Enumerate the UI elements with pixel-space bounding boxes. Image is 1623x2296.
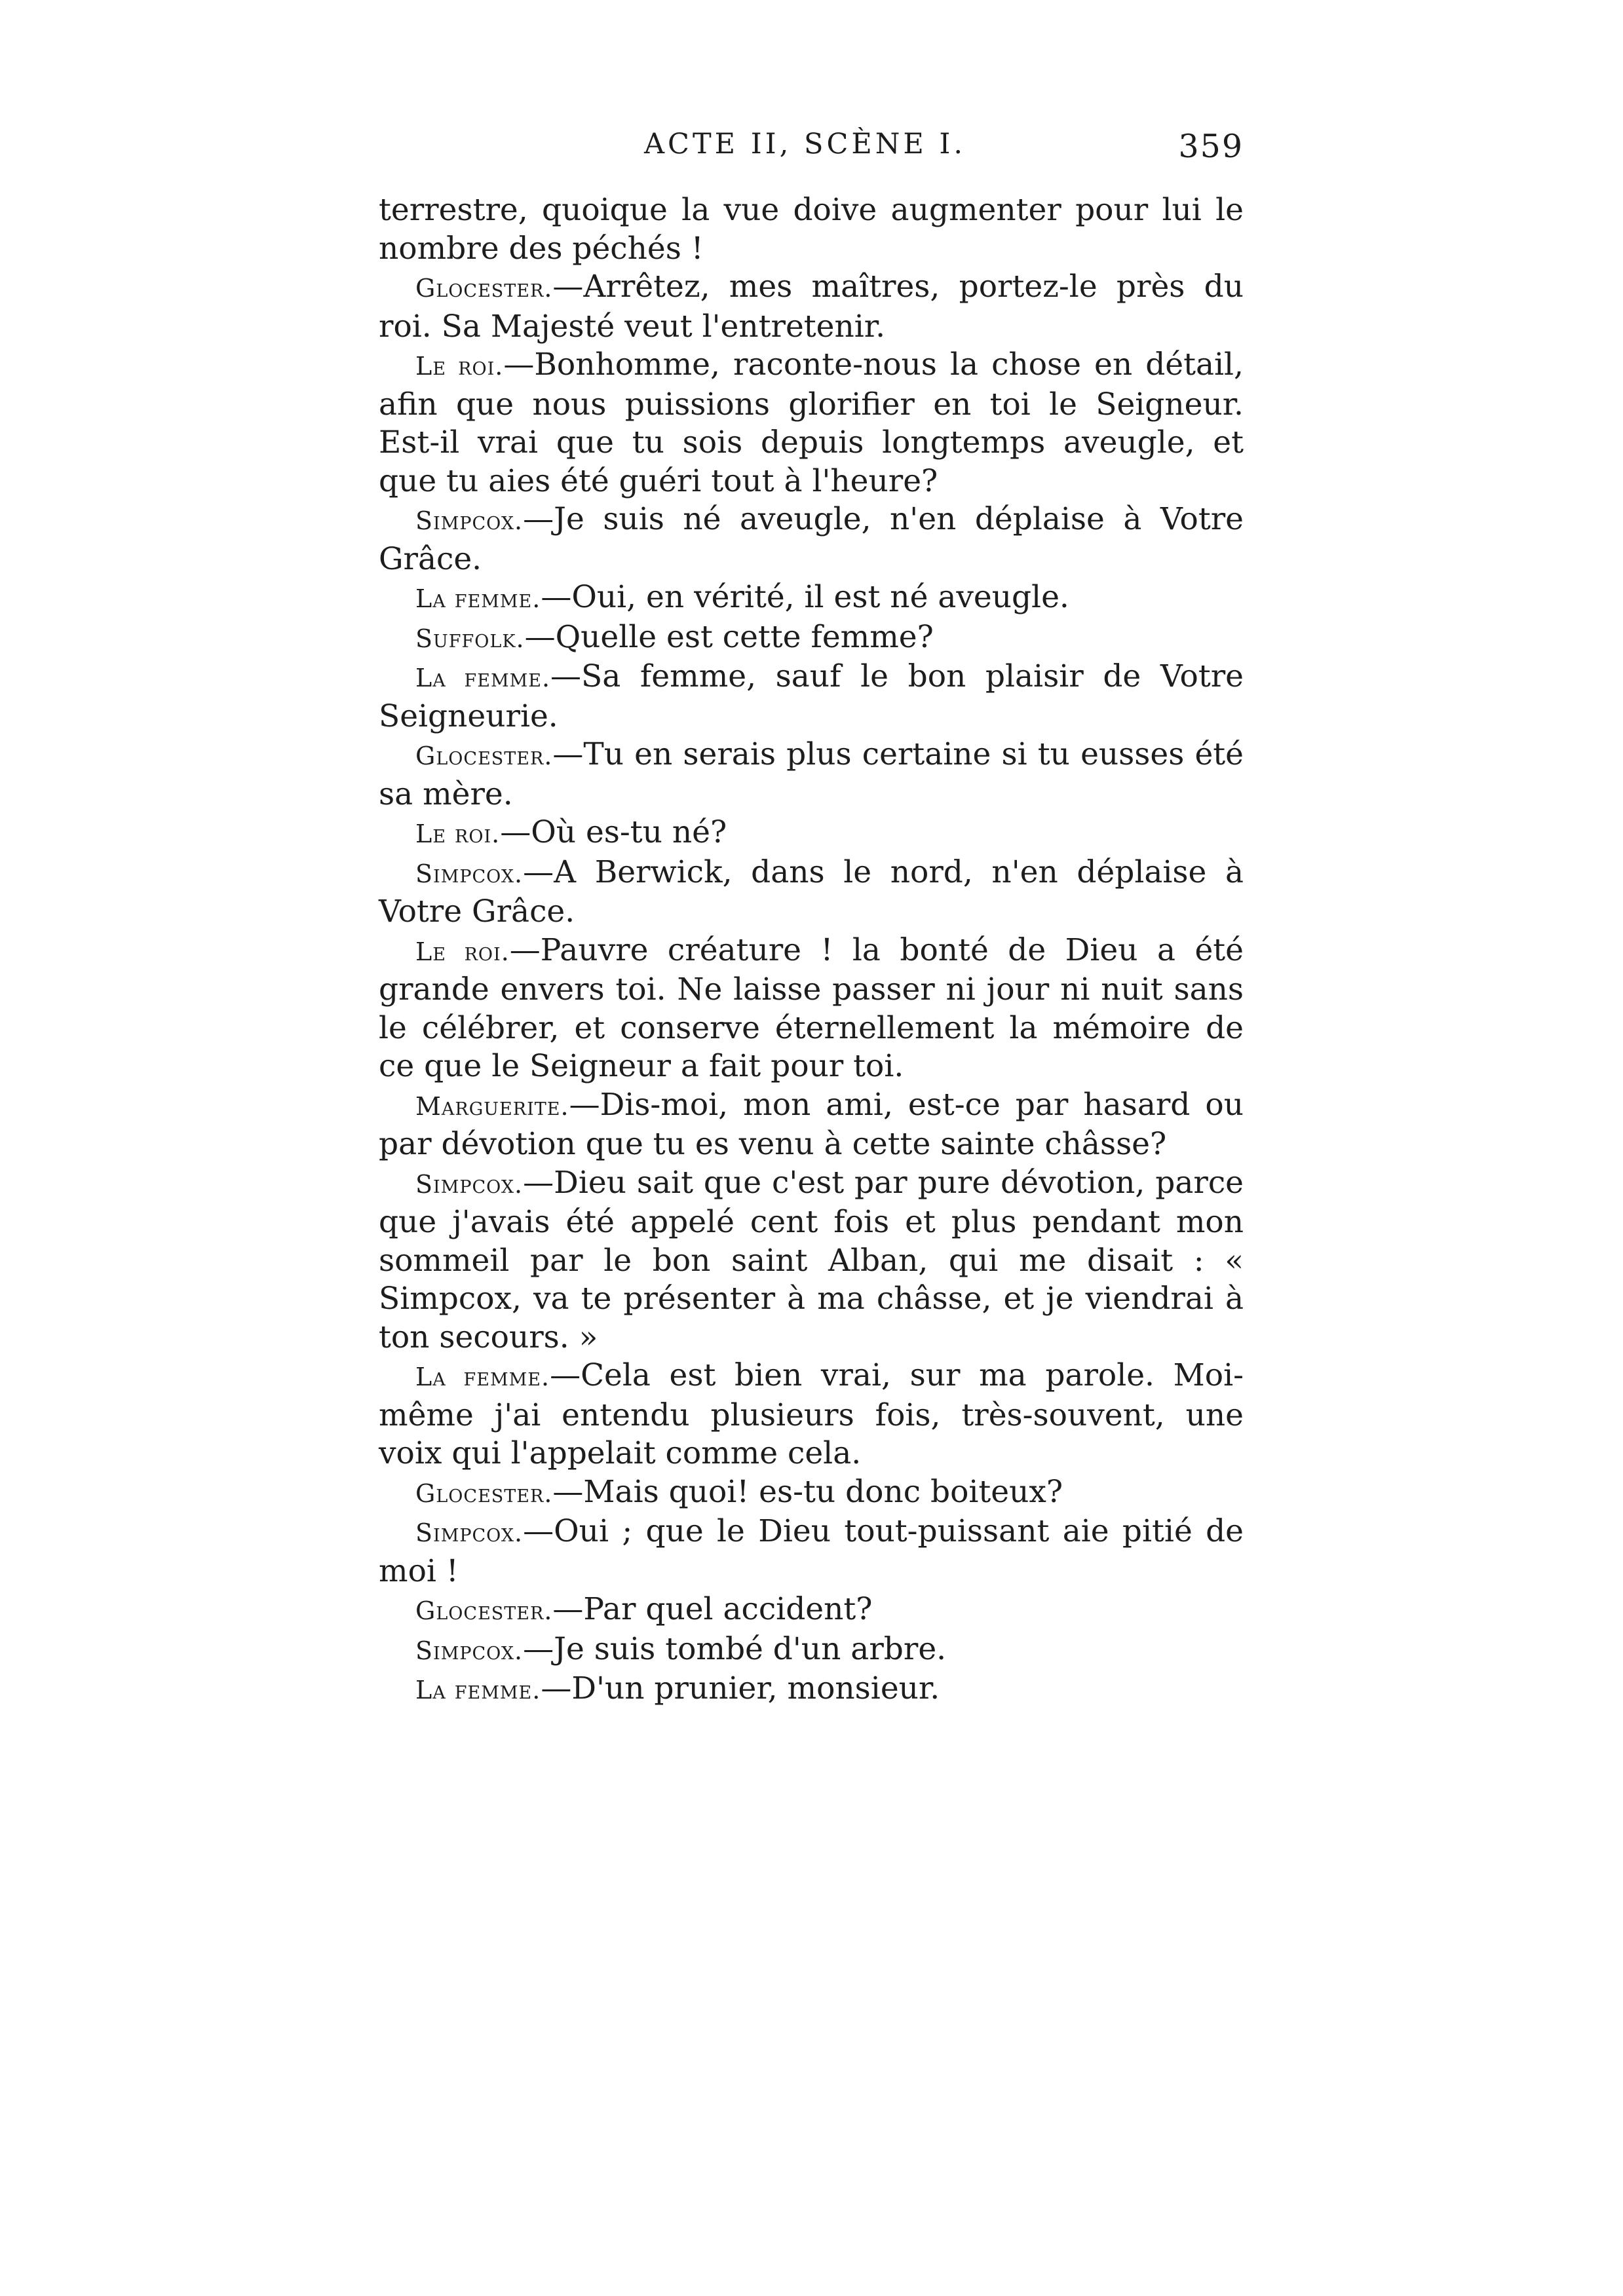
speech-16 <box>379 1590 1244 1630</box>
speech-5 <box>379 618 1244 658</box>
speech-text: —Oui ; que le Dieu tout-puissant aie pitié de moi ! <box>379 1513 1244 1589</box>
speech-text: —Bonhomme, raconte-nous la chose en détail, afin que nous puissions glorifier en toi le Seigneur. Est-il vrai que tu sois depuis longtemps aveugle, et que tu aies été guéri tout à l'heure? <box>379 347 1244 499</box>
speaker-name: Glocester. <box>415 1478 553 1508</box>
speech-text: —A Berwick, dans le nord, n'en déplaise à Votre Grâce. <box>379 854 1244 930</box>
speech-7 <box>379 736 1244 814</box>
speech-17 <box>379 1630 1244 1670</box>
speaker-name: La femme. <box>415 1676 541 1704</box>
speaker-name: Glocester. <box>415 742 553 770</box>
speaker-name: Le roi. <box>415 819 501 848</box>
speaker-name: Le roi. <box>415 352 504 381</box>
speaker-name: La femme. <box>415 1363 550 1391</box>
running-head <box>379 128 1244 174</box>
opening-paragraph: terrestre, quoique la vue doive augmenter pour lui le nombre des péchés ! <box>379 192 1244 267</box>
speech-12 <box>379 1164 1244 1357</box>
speaker-name: Le roi. <box>415 937 510 966</box>
speech-text: —Quelle est cette femme? <box>524 618 934 655</box>
speech-text: —Arrêtez, mes maîtres, portez-le près du roi. Sa Majesté veut l'entretenir. <box>379 269 1244 345</box>
speech-10 <box>379 932 1244 1086</box>
speech-text: —Cela est bien vrai, sur ma parole. Moi-même j'ai entendu plusieurs fois, très-souvent, une voix qui l'appelait comme cela. <box>379 1357 1244 1471</box>
speech-text: —D'un prunier, monsieur. <box>541 1670 940 1706</box>
speech-15 <box>379 1513 1244 1590</box>
speech-text: —Pauvre créature ! la bonté de Dieu a été grande envers toi. Ne laisse passer ni jour ni nuit sans le célébrer, et conserve éternellement la mémoire de ce que le Seigneur a fait pour toi. <box>379 932 1244 1084</box>
running-title: ACTE II, SCÈNE I. <box>644 128 966 160</box>
speech-text: —Par quel accident? <box>552 1591 873 1627</box>
speech-3 <box>379 500 1244 578</box>
dialogue-text <box>379 191 1244 1710</box>
speech-text: —Oui, en vérité, il est né aveugle. <box>541 579 1069 615</box>
speech-text: —Je suis né aveugle, n'en déplaise à Votre Grâce. <box>379 501 1244 577</box>
speaker-name: Simpcox. <box>415 1636 524 1665</box>
speaker-name: Simpcox. <box>415 1169 524 1199</box>
speech-text: —Dieu sait que c'est par pure dévotion, parce que j'avais été appelé cent fois et plus pendant mon sommeil par le bon saint Alban, qui me disait : « Simpcox, va te présenter à ma châsse, et je viendrai à ton secours. » <box>379 1164 1244 1355</box>
speech-text: —Je suis tombé d'un arbre. <box>523 1630 947 1667</box>
speaker-name: Marguerite. <box>415 1091 569 1121</box>
speech-14 <box>379 1473 1244 1513</box>
speaker-name: Suffolk. <box>415 624 525 653</box>
speaker-name: Simpcox. <box>415 506 524 535</box>
page-number: 359 <box>1178 128 1244 165</box>
speech-1 <box>379 268 1244 346</box>
speech-text: —Sa femme, sauf le bon plaisir de Votre Seigneurie. <box>379 658 1244 734</box>
speech-text: —Mais quoi! es-tu donc boiteux? <box>552 1473 1063 1510</box>
speech-18 <box>379 1670 1244 1710</box>
speech-2 <box>379 346 1244 500</box>
speech-11 <box>379 1086 1244 1164</box>
speech-text: —Où es-tu né? <box>500 814 727 850</box>
speech-4 <box>379 578 1244 618</box>
speech-text: —Tu en serais plus certaine si tu eusses été sa mère. <box>379 736 1244 812</box>
speech-6 <box>379 658 1244 736</box>
speech-text: —Dis-moi, mon ami, est-ce par hasard ou par dévotion que tu es venu à cette sainte châsse? <box>379 1086 1244 1162</box>
speech-8 <box>379 814 1244 854</box>
speaker-name: La femme. <box>415 664 551 692</box>
speaker-name: Glocester. <box>415 1596 553 1625</box>
speech-13 <box>379 1357 1244 1473</box>
speaker-name: Glocester. <box>415 274 553 303</box>
speech-9 <box>379 854 1244 932</box>
speaker-name: Simpcox. <box>415 1518 524 1547</box>
speaker-name: La femme. <box>415 584 541 613</box>
speaker-name: Simpcox. <box>415 859 524 888</box>
